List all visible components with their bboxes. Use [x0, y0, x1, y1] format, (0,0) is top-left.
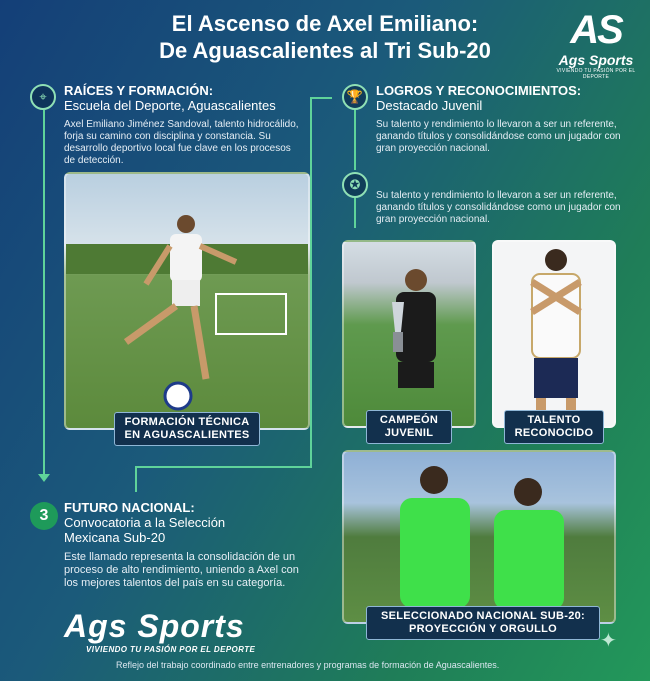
- two-players-green-jersey-illustration: [344, 452, 616, 624]
- section-achievements-body-2: Su talento y rendimiento lo llevaron a ser un referente, ganando títulos y consolidándose como un jugador con gran proyección nacional.: [376, 190, 621, 225]
- caption-line-1: CAMPEÓN: [379, 414, 439, 426]
- section-future: [64, 500, 314, 590]
- title-line-2: De Aguascalientes al Tri Sub-20: [159, 38, 491, 63]
- champion-photo: [342, 240, 476, 428]
- medal-icon: ✪: [342, 172, 368, 198]
- section-future-subheading-2: Mexicana Sub-20: [64, 530, 166, 545]
- caption-youth-champion: [366, 410, 452, 444]
- player-arms-crossed-illustration: [494, 242, 616, 428]
- page-title: [110, 10, 540, 64]
- section-roots-body: Axel Emiliano Jiménez Sandoval, talento hidrocálido, forja su camino con disciplina y constancia. Su desarrollo deportivo local fue clave en los procesos de detección.: [64, 119, 299, 166]
- caption-line-2: RECONOCIDO: [514, 427, 594, 439]
- bottom-logo-brand: Ags Sports: [64, 608, 245, 644]
- timeline-line-right-2: [354, 198, 356, 228]
- sparkle-icon: ✦: [600, 630, 617, 652]
- section-future-subheading-1: Convocatoria a la Selección: [64, 515, 226, 530]
- talent-photo: [492, 240, 616, 428]
- caption-line-1: SELECCIONADO NACIONAL SUB-20:: [380, 610, 586, 622]
- logo-mark: AS: [570, 8, 622, 52]
- timeline-line-right: [354, 110, 356, 170]
- timeline-line-left: [43, 110, 45, 480]
- ags-sports-logo: [548, 8, 644, 80]
- section-future-body: Este llamado representa la consolidación de un proceso de alto rendimiento, uniendo a Axel con los mejores talentos del país en su categoría.: [64, 551, 299, 589]
- caption-national-selection: [366, 606, 600, 640]
- section-achievements: [376, 83, 636, 155]
- caption-technical-training: [114, 412, 260, 446]
- timeline-line-cross: [135, 466, 312, 468]
- section-roots-subheading: Escuela del Deporte, Aguascalientes: [64, 98, 276, 113]
- timeline-line-down: [135, 466, 137, 492]
- caption-line-1: FORMACIÓN TÉCNICA: [124, 416, 250, 428]
- section-achievements-body: Su talento y rendimiento lo llevaron a ser un referente, ganando títulos y consolidándose como un jugador con gran proyección nacional.: [376, 119, 621, 154]
- section-achievements-heading: LOGROS Y RECONOCIMIENTOS:: [376, 83, 582, 98]
- training-photo: [64, 172, 310, 430]
- step-number-badge: 3: [30, 502, 58, 530]
- section-roots-heading: RAÍCES Y FORMACIÓN:: [64, 83, 214, 98]
- caption-line-2: EN AGUASCALIENTES: [124, 429, 250, 441]
- caption-line-2: JUVENIL: [384, 427, 434, 439]
- bottom-logo-tagline: VIVIENDO TU PASIÓN POR EL DEPORTE: [86, 645, 256, 654]
- national-team-photo: [342, 450, 616, 624]
- logo-brand: Ags Sports: [558, 52, 634, 68]
- section-achievements-subheading: Destacado Juvenil: [376, 98, 483, 113]
- arrow-down-icon: [38, 474, 50, 482]
- caption-line-2: PROYECCIÓN Y ORGULLO: [408, 623, 557, 635]
- player-kicking-illustration: [66, 174, 310, 430]
- caption-line-1: TALENTO: [527, 414, 581, 426]
- ags-sports-bottom-logo: [64, 608, 304, 654]
- section-roots: [64, 83, 314, 167]
- section-future-heading: FUTURO NACIONAL:: [64, 500, 195, 515]
- logo-tagline: VIVIENDO TU PASIÓN POR EL DEPORTE: [556, 68, 636, 80]
- trophy-icon: 🏆: [342, 84, 368, 110]
- footer-text: Reflejo del trabajo coordinado entre entrenadores y programas de formación de Aguascalientes.: [116, 660, 500, 670]
- map-pin-icon: ⌖: [30, 84, 56, 110]
- title-line-1: El Ascenso de Axel Emiliano:: [171, 11, 479, 36]
- player-with-trophy-illustration: [344, 242, 476, 428]
- caption-recognized-talent: [504, 410, 604, 444]
